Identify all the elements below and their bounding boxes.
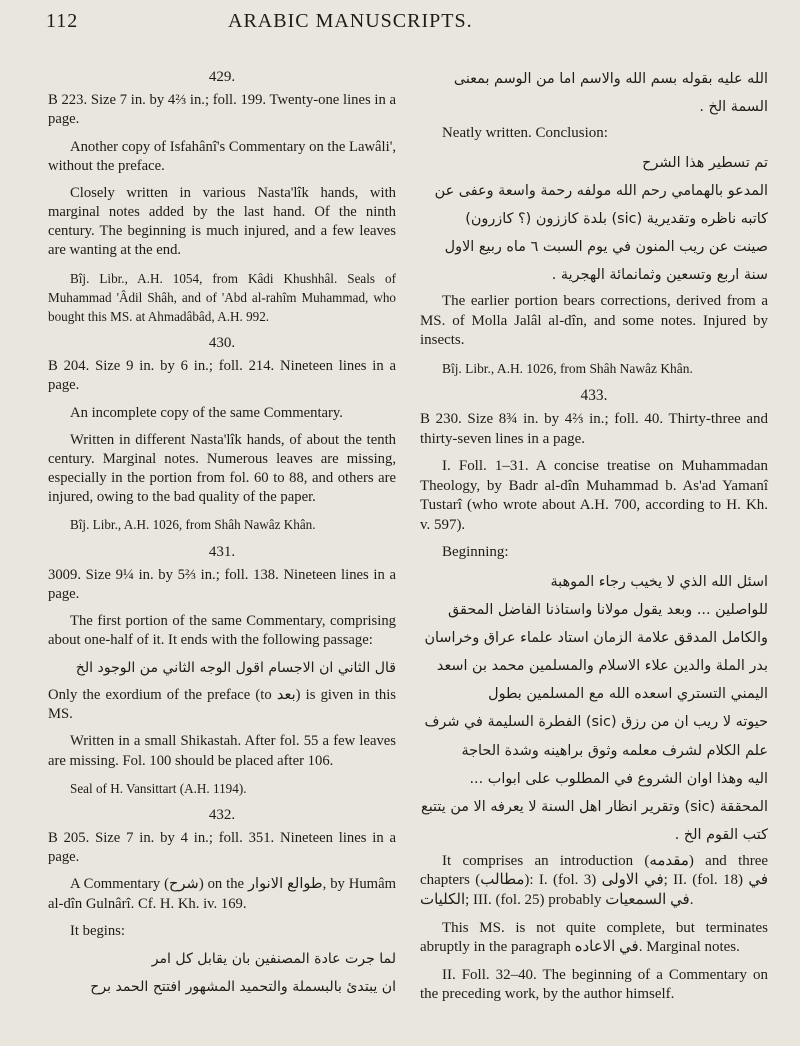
conclusion-arabic-line-4: صينت عن ريب المنون في يوم السبت ٦ ماه ربيع الاول <box>444 238 768 255</box>
entry-430-script-notes: Written in different Nasta'lîk hands, of about the tenth century. Marginal notes. Numerous leaves are missing, especially in the portion from fol. 60 to 88, and others are injured, owing to the bad quality of the paper. <box>48 431 396 506</box>
entry-433-arabic-line-1: اسئل الله الذي لا يخيب رجاء الموهبة <box>550 574 768 591</box>
entry-433-number: 433. <box>580 387 608 405</box>
conclusion-label: Neatly written. Conclusion: <box>442 125 608 142</box>
entry-433-structure: It comprises an introduction (مقدمه) and three chapters (مطالب): I. (fol. 3) في الاولى; II. (fol. 18) في الكليات; III. (fol. 25) probably في السمعيات. <box>420 852 769 908</box>
entry-431-content-text: The first portion of the same Commentary, comprising about one-half of it. It ends with the following passage: <box>48 613 396 649</box>
entry-429-script-notes: Closely written in various Nasta'lîk hands, with marginal notes added by the last hand. Of the ninth century. The beginning is much injured, and a few leaves are wanting at the end. <box>48 184 396 259</box>
entry-433-arabic-line-10: كتب القوم الخ . <box>674 826 768 843</box>
entry-431-arabic-passage: قال الثاني ان الاجسام اقول الوجه الثاني من الوجود الخ <box>75 660 396 677</box>
entry-432-content: A Commentary (شرح) on the طوالع الانوار, by Humâm al-dîn Gulnârî. Cf. H. Kh. iv. 169. <box>48 876 396 912</box>
entry-431-number: 431. <box>208 543 236 560</box>
entry-430-content: An incomplete copy of the same Commentary. <box>70 404 343 421</box>
entry-431-description: 3009. Size 9¼ in. by 5⅔ in.; foll. 138. Nineteen lines in a page. <box>48 566 396 602</box>
entry-433-arabic-line-8: اليه وهذا اوان الشروع في المطلوب على ابواب ... <box>469 770 768 787</box>
entry-432-description: B 205. Size 7 in. by 4 in.; foll. 351. Nineteen lines in a page. <box>48 830 396 866</box>
entry-430-provenance: Bîj. Libr., A.H. 1026, from Shâh Nawâz Khân. <box>70 517 316 533</box>
provenance-note: Bîj. Libr., A.H. 1026, from Shâh Nawâz Khân. <box>442 360 693 376</box>
entry-429-description: B 223. Size 7 in. by 4⅔ in.; foll. 199. Twenty-one lines in a page. <box>48 92 396 128</box>
entry-432-beginning-label: It begins: <box>70 922 125 939</box>
entry-433-description: B 230. Size 8¾ in. by 4⅔ in.; foll. 40. Thirty-three and thirty-seven lines in a page. <box>420 411 768 447</box>
conclusion-arabic-line-5: سنة اربع وتسعين وثمانمائة الهجرية . <box>551 267 768 284</box>
entry-433-arabic-line-3: والكامل المدقق علامة الزمان استاد علماء عراق وخراسان <box>424 630 768 647</box>
page-header <box>0 8 800 38</box>
left-column <box>48 68 396 1004</box>
entry-431-script-notes: Written in a small Shikastah. After fol. 55 a few leaves are missing. Fol. 100 should be placed after 106. <box>48 733 396 769</box>
entry-430-number: 430. <box>208 335 236 352</box>
entry-432-arabic-line-1: لما جرت عادة المصنفين بان يقابل كل امر <box>151 950 396 967</box>
entry-433-part-1: I. Foll. 1–31. A concise treatise on Muhammadan Theology, by Badr al-dîn Muhammad b. As'ad Yamanî Tustarî (who wrote about A.H. 700, according to H. Kh. v. 597). <box>420 458 768 533</box>
entry-433-arabic-line-4: بدر الملة والدين علاء الاسلام والمسلمين محمد بن اسعد <box>436 658 768 675</box>
running-title: ARABIC MANUSCRIPTS. <box>228 10 473 32</box>
right-column <box>420 68 768 1013</box>
conclusion-arabic-line-2: المدعو بالهمامي رحم الله مولفه رحمة واسعة وعفى عن <box>434 182 768 199</box>
entry-431-seal: Seal of H. Vansittart (A.H. 1194). <box>70 780 247 796</box>
entry-430-description: B 204. Size 9 in. by 6 in.; foll. 214. Nineteen lines in a page. <box>48 358 396 394</box>
continued-arabic-line-1: الله عليه بقوله بسم الله والاسم اما من الوسم بمعنى <box>453 71 768 87</box>
entry-433-arabic-line-5: اليمني التستري اسعده الله مع المسلمين بطول <box>488 686 768 703</box>
entry-431-exordium-note: Only the exordium of the preface (to بعد) is given in this MS. <box>48 687 396 723</box>
conclusion-arabic-line-3: كاتبه ناظره وتقديرية (sic) بلدة كاززون (؟ كازرون) <box>465 210 768 227</box>
entry-433-part-2: II. Foll. 32–40. The beginning of a Commentary on the preceding work, by the author himself. <box>420 966 768 1003</box>
conclusion-arabic-line-1: تم تسطير هذا الشرح <box>642 154 768 171</box>
entry-432-number: 432. <box>208 806 236 823</box>
page-number: 112 <box>46 10 79 32</box>
entry-433-arabic-line-7: علم الكلام لشرف معلمه وثوق براهينه وشدة الحاجة <box>461 742 768 759</box>
entry-429-number: 429. <box>208 69 236 85</box>
entry-433-beginning-label: Beginning: <box>442 544 509 561</box>
entry-429-provenance: Bîj. Libr., A.H. 1054, from Kâdi Khushhâl. Seals of Muhammad 'Âdil Shâh, and of 'Abd al-rahîm Muhammad, who bought this MS. at Ahmadâbâd, A.H. 992. <box>48 270 396 324</box>
continued-arabic-line-2: السمة الخ . <box>699 99 768 116</box>
entry-433-completeness-note: This MS. is not quite complete, but terminates abruptly in the paragraph في الاعاده. Marginal notes. <box>420 919 768 956</box>
entry-432-arabic-line-2: ان يبتدئ بالبسملة والتحميد المشهور افتتح الحمد برح <box>90 978 396 995</box>
entry-433-arabic-line-2: للواصلين ... وبعد يقول مولانا واستاذنا الفاضل المحقق <box>448 602 768 619</box>
entry-431-content <box>48 612 396 650</box>
entry-433-arabic-line-9: المحققة (sic) وتقرير انظار اهل السنة لا يعرفه الا من يتتبع <box>421 798 768 815</box>
entry-433-arabic-line-6: حيوته لا ريب ان من رزق (sic) الفطرة السليمة في شرف <box>424 714 768 731</box>
corrections-note: The earlier portion bears corrections, derived from a MS. of Molla Jalâl al-dîn, and some notes. Injured by insects. <box>420 293 768 349</box>
entry-429-content: Another copy of Isfahânî's Commentary on the Lawâli', without the preface. <box>48 138 397 174</box>
